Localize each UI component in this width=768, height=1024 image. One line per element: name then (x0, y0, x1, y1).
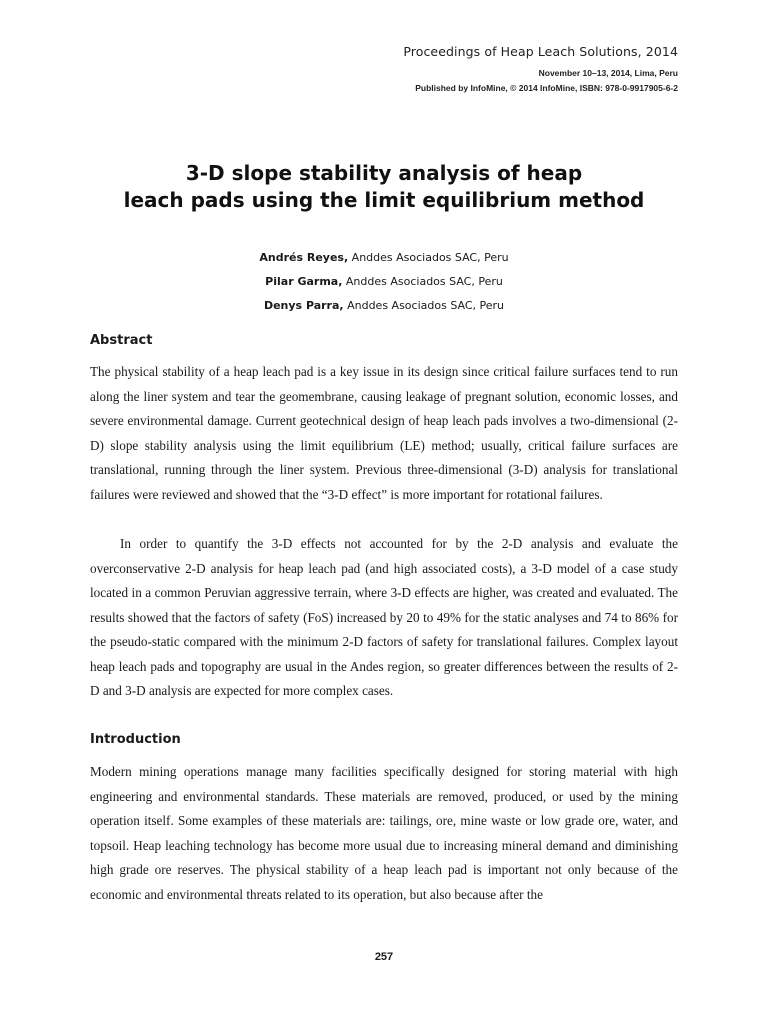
abstract-paragraph-2: In order to quantify the 3-D effects not accounted for by the 2-D analysis and evaluate the overconservative 2-D analysis for heap leach pad (and high associated costs), a 3-D model of a case study located in a common Peruvian aggressive terrain, where 3-D effects are higher, was created and evaluated. The results showed that the factors of safety (FoS) increased by 20 to 49% for the static analyses and 74 to 86% for the pseudo-static compared with the minimum 2-D factors of safety for translational failures. Complex layout heap leach pads and topography are usual in the Andes region, so greater differences between the results of 2-D and 3-D analysis are expected for more complex cases. (90, 536, 678, 698)
introduction-paragraph-1: Modern mining operations manage many facilities specifically designed for storing material with high engineering and environmental standards. These materials are removed, produced, or used by the mining operation itself. Some examples of these materials are: tailings, ore, mine waste or low grade ore, water, and topsoil. Heap leaching technology has become more usual due to increasing mineral demand and diminishing high grade ore reserves. The physical stability of a heap leach pad is important not only because of the economic and environmental threats related to its operation, but also because after the (90, 764, 678, 902)
publisher-line: Published by InfoMine, © 2014 InfoMine, ISBN: 978-0-9917905-6-2 (415, 83, 678, 93)
conference-dates: November 10–13, 2014, Lima, Peru (538, 68, 678, 78)
introduction-heading: Introduction (90, 732, 181, 747)
title-line-2: leach pads using the limit equilibrium method (123, 188, 645, 212)
author-name: Denys Parra, (263, 299, 344, 312)
author-affiliation: Anddes Asociados SAC, Peru (342, 275, 503, 288)
proceedings-title: Proceedings of Heap Leach Solutions, 2014 (403, 44, 678, 59)
abstract-paragraph-1: The physical stability of a heap leach pad is a key issue in its design since critical failure surfaces tend to run along the liner system and tear the geomembrane, causing leakage of pregnant solution, economic losses, and severe environmental damage. Current geotechnical design of heap leach pads involves a two-dimensional (2-D) slope stability analysis using the limit equilibrium (LE) method; usually, critical failure surfaces are translational, running through the liner system. Previous three-dimensional (3-D) analysis for translational failures were reviewed and showed that the “3-D effect” is more important for rotational failures. (90, 364, 678, 502)
page-number: 257 (374, 951, 394, 963)
author-entry (0, 270, 768, 294)
author-name: Pilar Garma, (265, 275, 343, 288)
author-affiliation: Anddes Asociados SAC, Peru (343, 299, 505, 312)
author-affiliation: Anddes Asociados SAC, Peru (348, 251, 509, 264)
paper-title (0, 160, 768, 214)
author-entry (0, 246, 768, 270)
abstract-heading: Abstract (90, 333, 153, 348)
author-name: Andrés Reyes, (259, 251, 349, 264)
author-entry (0, 294, 768, 318)
title-line-1: 3-D slope stability analysis of heap (185, 161, 583, 185)
author-list (0, 246, 768, 318)
